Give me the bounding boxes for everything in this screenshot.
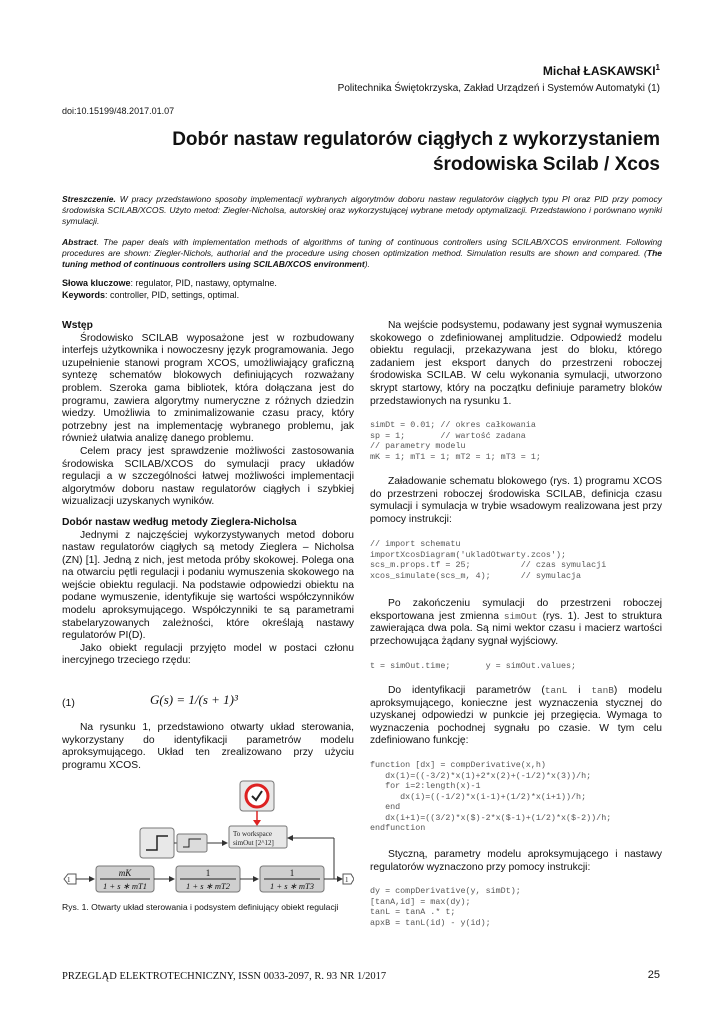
- paragraph: Po zakończeniu symulacji do przestrzeni roboczej eksportowana jest zmienna simOut (rys. 1). Jest to struktura zawierająca dwa pola. Są nimi wektor czasu i macierz wartości przechowująca żądany sygnał wyjściowy.: [370, 598, 662, 647]
- svg-text:1: 1: [289, 868, 295, 878]
- section-heading-intro: Wstęp: [62, 320, 93, 331]
- paragraph: Środowisko SCILAB wyposażone jest w rozbudowany interfejs użytkownika i nowoczesny język programowania. Jego uzupełnienie stanowi program XCOS, umożliwiający graficzną syntezę schematów blokowych definiujących rozważany problem. Szeroka gama bibliotek, która dołączana jest do programu, zawiera algorytmy numeryczne z różnych dziedzin wiedzy. Umożliwia to zminimalizowanie czasu pracy, który potrzebny jest na implementację wybranego problemu, jak również ułatwia analizę danego problemu.: [62, 332, 354, 445]
- right-column-4: [370, 685, 662, 748]
- code-block-5: dy = compDerivative(y, simDt); [tanA,id] = max(dy); tanL = tanA .* t; apxB = tanL(id) - y(id);: [370, 886, 521, 928]
- section-heading-zn: Dobór nastaw według metody Zieglera-Nicholsa: [62, 516, 297, 528]
- xcos-block-diagram: [62, 778, 354, 896]
- abstract-en: Abstract. The paper deals with implementation methods of algorithms of tuning of continuous controllers using SCILAB/XCOS environment. Following procedures are shown: Ziegler-Nichols, authorial and the procedure using chosen optimization method. Simulation results are shown and compared. (The tuning method of continuous controllers using SCILAB/XCOS environment).: [62, 237, 662, 269]
- page-title: Dobór nastaw regulatorów ciągłych z wykorzystaniem środowiska Scilab / Xcos: [172, 129, 660, 175]
- paragraph: Jednymi z najczęściej wykorzystywanych metod doboru nastaw regulatorów ciągłych są metody Zieglera – Nicholsa (ZN) [1]. Jedną z nich, jest metoda próby skokowej. Polega ona na otwarciu pętli regulacji i podaniu wymuszenia skokowego na wejście obiektu regulacji. Na podstawie odpowiedzi obiektu na podane wymuszenie, identyfikuje się wartości współczynników modelu aproksymującego. Współczynniki te są parametrami stabelaryzowanych zależności, które określają nastawy regulatorów PI(D).: [62, 529, 354, 642]
- svg-text:1: 1: [345, 876, 349, 884]
- code-block-3: t = simOut.time; y = simOut.values;: [370, 661, 577, 671]
- paragraph: Styczną, parametry modelu aproksymującego i nastawy regulatorów wyznaczono przy pomocy instrukcji:: [370, 849, 662, 873]
- svg-text:1: 1: [205, 868, 211, 878]
- clock-icon: [246, 785, 268, 807]
- paragraph: Celem pracy jest sprawdzenie możliwości zastosowania środowiska SCILAB/XCOS do symulacji pracy układów regulacji a w szczególności łatwej możliwości implementacji algorytmów doboru nastaw regulatorów ciągłych i szybkiej wizualizacji uzyskanych wyników.: [62, 445, 354, 508]
- svg-text:1 + s ∗ mT1: 1 + s ∗ mT1: [102, 881, 148, 891]
- svg-text:1: 1: [67, 876, 71, 884]
- journal-footer: PRZEGLĄD ELEKTROTECHNICZNY, ISSN 0033-2097, R. 93 NR 1/2017: [62, 971, 387, 982]
- to-workspace-label: To workspace: [233, 830, 272, 838]
- svg-text:mK: mK: [118, 868, 132, 878]
- code-block-1: simDt = 0.01; // okres całkowania sp = 1; // wartość zadana // parametry modelu mK = 1; mT1 = 1; mT2 = 1; mT3 = 1;: [370, 420, 541, 462]
- equation: G(s) = 1/(s + 1)³: [150, 692, 238, 707]
- paragraph: Do identyfikacji parametrów (tanL i tanB) modelu aproksymującego, konieczne jest wyznaczenia stycznej do uzyskanej odpowiedzi w punkcie jej przegięcia. Wymaga to wyznaczenia pochodnej sygnału po czasie. W tym celu zdefiniowano funkcję:: [370, 685, 663, 747]
- right-column-5: [370, 849, 662, 874]
- code-block-2: // import schematu importXcosDiagram('ukladOtwarty.zcos'); scs_m.props.tf = 25; // czas symulacji xcos_simulate(scs_m, 4); // symulacja: [370, 539, 607, 581]
- keywords-pl: Słowa kluczowe: regulator, PID, nastawy, optymalne.: [62, 278, 277, 288]
- affiliation: Politechnika Świętokrzyska, Zakład Urządzeń i Systemów Automatyki (1): [337, 83, 660, 94]
- paragraph: Na wejście podsystemu, podawany jest sygnał wymuszenia skokowego o zdefiniowanej amplitudzie. Odpowiedź modelu obiektu regulacji, przekazywana jest do bloku, którego zadaniem jest eksport danych do przestrzeni roboczej środowiska SCILAB. W celu wykonania symulacji, utworzono skrypt startowy, który na początku definiuje parametry bloków przedstawionych na rysunku 1.: [370, 320, 662, 407]
- keywords-en: Keywords: controller, PID, settings, optimal.: [62, 290, 240, 300]
- right-column-3: [370, 598, 662, 648]
- figure-caption: Rys. 1. Otwarty układ sterowania i podsystem definiujący obiekt regulacji: [62, 902, 339, 912]
- svg-text:1 + s ∗ mT2: 1 + s ∗ mT2: [185, 881, 231, 891]
- svg-text:1 + s ∗ mT3: 1 + s ∗ mT3: [269, 881, 315, 891]
- paragraph: Załadowanie schematu blokowego (rys. 1) programu XCOS do przestrzeni roboczej środowiska SCILAB, definicja czasu symulacji i symulacja w trybie wsadowym realizowana jest przy pomocy instrukcji:: [370, 476, 662, 525]
- code-block-4: function [dx] = compDerivative(x,h) dx(1)=((-3/2)*x(1)+2*x(2)+(-1/2)*x(3))/h; for i=2:length(x)-1 dx(i)=((-1/2)*x(i-1)+(1/2)*x(i+1))/h; end dx(i+1)=((3/2)*x($)-2*x($-1)+(1/2)*x($-2))/h; endfunction: [370, 760, 612, 833]
- paragraph: Na rysunku 1, przedstawiono otwarty układ sterowania, wykorzystany do identyfikacji parametrów modelu aproksymującego. Układ ten zrealizowano przy użyciu programu XCOS.: [62, 722, 354, 771]
- right-column: [370, 320, 662, 408]
- left-column: [62, 320, 354, 668]
- doi: doi:10.15199/48.2017.01.07: [62, 106, 175, 116]
- equation-number: (1): [62, 697, 75, 709]
- to-workspace-size: simOut [2^12]: [233, 839, 274, 847]
- author-name: Michał ŁASKAWSKI$^1$: [542, 63, 660, 78]
- page-number: 25: [647, 969, 660, 981]
- left-column-continued: [62, 722, 354, 772]
- paragraph: Jako obiekt regulacji przyjęto model w postaci członu inercyjnego trzeciego rzędu:: [62, 642, 354, 667]
- right-column-2: [370, 476, 662, 526]
- abstract-pl: Streszczenie. W pracy przedstawiono sposoby implementacji wybranych algorytmów doboru nastaw regulatorów ciągłych typu PI oraz PID przy pomocy środowiska SCILAB/XCOS. Użyto metod: Ziegler-Nicholsa, autorskiej oraz wykorzystującej wybrane metody optymalizacji. Przedstawiono i porównano wyniki symulacji.: [62, 194, 662, 226]
